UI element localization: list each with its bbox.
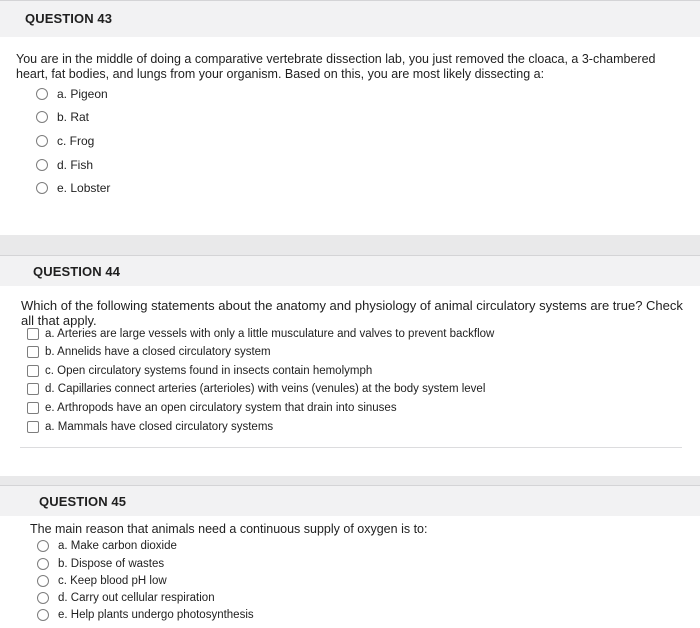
question-44-text-line1: Which of the following statements about the anatomy and physiology of animal circulatory systems are true? Check	[21, 298, 683, 313]
question-45-title: QUESTION 45	[39, 494, 127, 509]
question-45-text-line1: The main reason that animals need a continuous supply of oxygen is to:	[30, 522, 428, 536]
divider	[20, 447, 682, 448]
option-label: c. Open circulatory systems found in insects contain hemolymph	[45, 365, 373, 377]
checkbox[interactable]	[27, 346, 39, 358]
option-label: c. Keep blood pH low	[58, 575, 167, 587]
q44-option-c[interactable]	[27, 362, 372, 380]
radio-button[interactable]	[37, 609, 49, 621]
radio-button[interactable]	[36, 159, 48, 171]
checkbox[interactable]	[27, 402, 39, 414]
option-label: a. Arteries are large vessels with only a little musculature and valves to prevent backflow	[45, 328, 495, 340]
option-label: a. Pigeon	[57, 87, 108, 101]
checkbox[interactable]	[27, 365, 39, 377]
q44-option-e[interactable]	[27, 399, 397, 417]
q44-option-b[interactable]	[27, 343, 271, 361]
radio-button[interactable]	[36, 182, 48, 194]
checkbox[interactable]	[27, 328, 39, 340]
q44-option-a-mammals[interactable]	[27, 418, 273, 436]
option-label: d. Fish	[57, 158, 94, 172]
q43-option-a[interactable]	[36, 85, 108, 103]
question-43-text-line1: You are in the middle of doing a comparative vertebrate dissection lab, you just removed the cloaca, a 3-chambered	[16, 52, 656, 66]
radio-button[interactable]	[36, 88, 48, 100]
q44-option-a-arteries[interactable]	[27, 325, 494, 343]
question-45-text	[30, 522, 670, 537]
q45-option-a[interactable]	[37, 537, 177, 555]
question-44-text-line2: all that apply.	[21, 313, 97, 328]
q45-option-d[interactable]	[37, 589, 215, 607]
question-43-title: QUESTION 43	[25, 11, 113, 26]
q45-option-b[interactable]	[37, 555, 164, 573]
option-label: b. Annelids have a closed circulatory system	[45, 346, 271, 358]
checkbox[interactable]	[27, 421, 39, 433]
option-label: e. Arthropods have an open circulatory system that drain into sinuses	[45, 402, 397, 414]
q43-option-e[interactable]	[36, 179, 110, 197]
q43-option-c[interactable]	[36, 132, 94, 150]
question-43-text	[16, 52, 686, 82]
q44-option-d[interactable]	[27, 380, 485, 398]
option-label: d. Carry out cellular respiration	[58, 592, 215, 604]
question-44-text	[21, 298, 691, 328]
radio-button[interactable]	[37, 575, 49, 587]
option-label: a. Mammals have closed circulatory systems	[45, 421, 274, 433]
q45-option-c[interactable]	[37, 572, 167, 590]
option-label: c. Frog	[57, 134, 95, 148]
question-44-title: QUESTION 44	[33, 264, 121, 279]
option-label: b. Dispose of wastes	[58, 558, 165, 570]
radio-button[interactable]	[37, 540, 49, 552]
option-label: a. Make carbon dioxide	[58, 540, 177, 552]
radio-button[interactable]	[37, 592, 49, 604]
radio-button[interactable]	[36, 111, 48, 123]
option-label: b. Rat	[57, 110, 90, 124]
question-43-text-line2: heart, fat bodies, and lungs from your organism. Based on this, you are most likely dissecting a:	[16, 67, 545, 81]
radio-button[interactable]	[37, 558, 49, 570]
q43-option-d[interactable]	[36, 156, 93, 174]
checkbox[interactable]	[27, 383, 39, 395]
radio-button[interactable]	[36, 135, 48, 147]
option-label: e. Help plants undergo photosynthesis	[58, 609, 254, 621]
q45-option-e[interactable]	[37, 606, 254, 624]
q43-option-b[interactable]	[36, 108, 89, 126]
option-label: d. Capillaries connect arteries (arterioles) with veins (venules) at the body system level	[45, 383, 486, 395]
option-label: e. Lobster	[57, 181, 111, 195]
